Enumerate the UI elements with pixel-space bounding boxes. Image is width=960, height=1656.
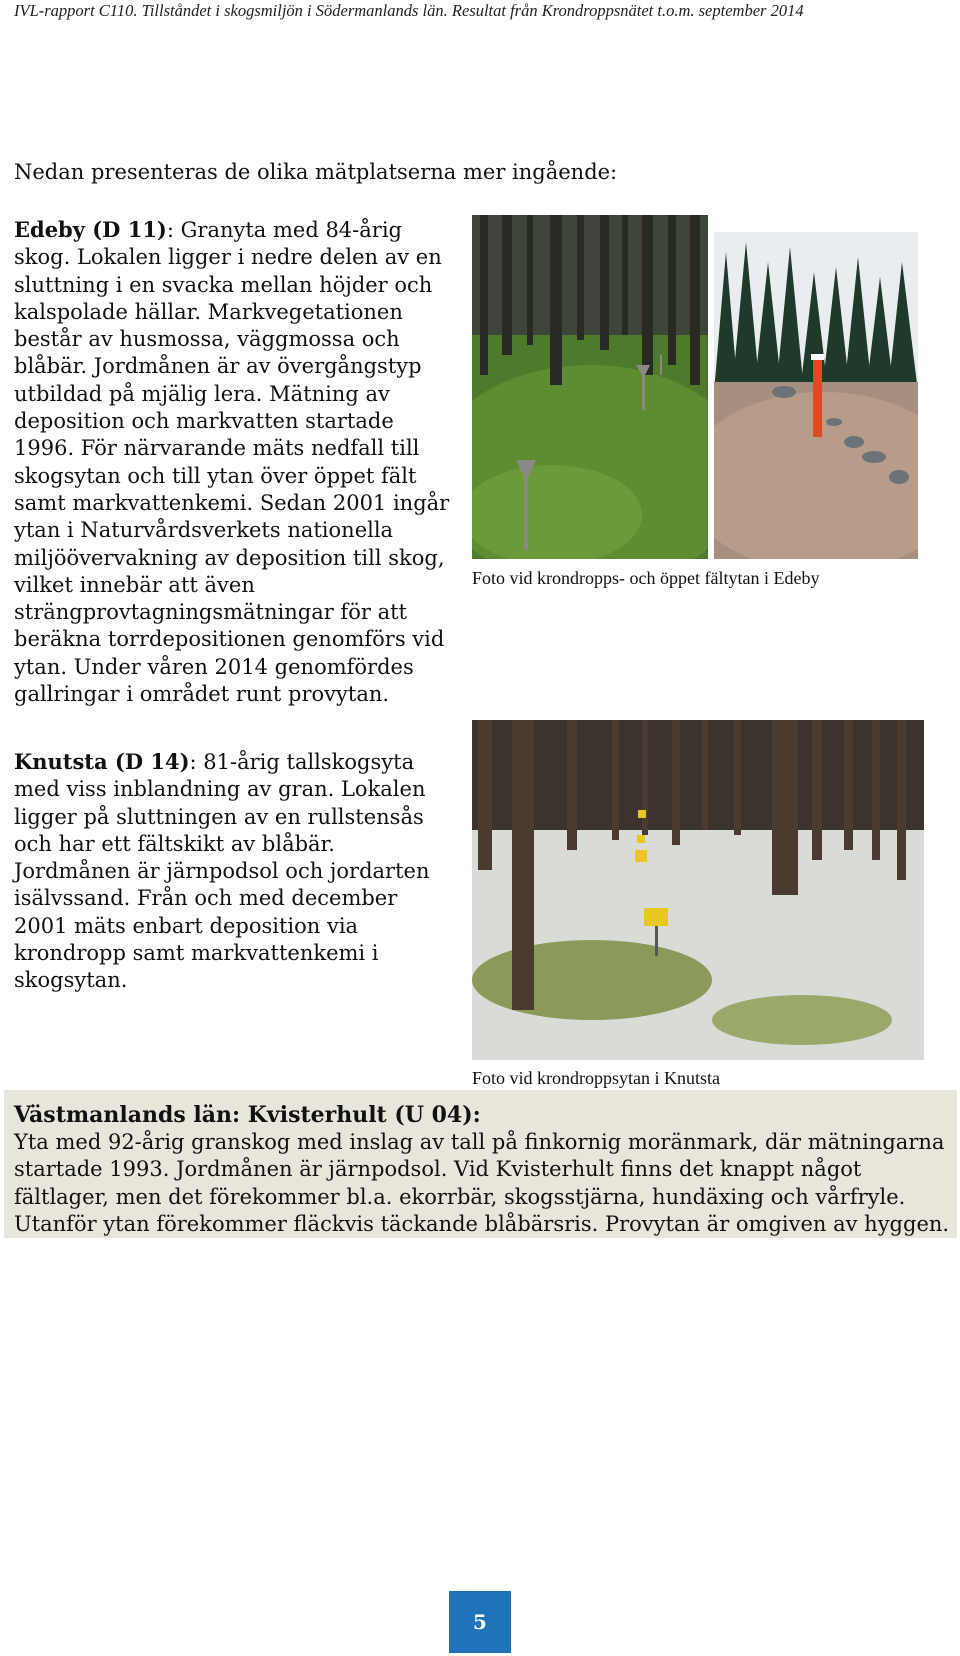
- intro-text: Nedan presenteras de olika mätplatserna mer ingående:: [14, 160, 618, 184]
- knutsta-photo-caption: Foto vid krondroppsytan i Knutsta: [472, 1068, 720, 1088]
- knutsta-forest-photo: [472, 720, 924, 1060]
- page-number-badge: 5: [449, 1591, 511, 1653]
- knutsta-paragraph: [14, 748, 444, 995]
- edeby-body: : Granyta med 84-årig skog. Lokalen ligger i nedre delen av en sluttning i en svacka mellan höjder och kalspolade hällar. Markvegetationen består av husmossa, väggmossa och blåbär. Jordmånen är av övergångstyp utbildad på mjälig lera. Mätning av deposition och markvatten startade 1996. För närvarande mäts nedfall till skogsytan och till ytan över öppet fält samt markvattenkemi. Sedan 2001 ingår ytan i Naturvårdsverkets nationella miljöövervakning av deposition till skog, vilket innebär att även strängprovtagningsmätningar för att beräkna torrdepositionen genomförs vid ytan. Under våren 2014 genomfördes gallringar i området runt provytan.: [14, 218, 450, 707]
- knutsta-body: : 81-årig tallskogsyta med viss inblandning av gran. Lokalen ligger på sluttningen av en rullstensås och har ett fältskikt av blåbär. Jordmånen är järnpodsol och jordarten isälvssand. Från och med december 2001 mäts enbart deposition via krondropp samt markvattenkemi i skogsytan.: [14, 750, 430, 993]
- vastmanland-body: Yta med 92-årig granskog med inslag av tall på finkornig moränmark, där mätningarna startade 1993. Jordmånen är järnpodsol. Vid Kvisterhult finns det knappt något fältlager, men det förekommer bl.a. ekorrbär, skogsstjärna, hundäxing och vårfryle. Utanför ytan förekommer fläckvis täckande blåbärsris. Provytan är omgiven av hyggen.: [14, 1130, 950, 1236]
- running-header: IVL-rapport C110. Tillståndet i skogsmiljön i Södermanlands län. Resultat från Krondroppsnätet t.o.m. september 2014: [14, 1, 804, 20]
- edeby-paragraph: [14, 216, 454, 708]
- edeby-heading: Edeby (D 11): [14, 217, 167, 242]
- edeby-forest-photo: [472, 215, 708, 559]
- knutsta-heading: Knutsta (D 14): [14, 749, 190, 774]
- vastmanland-heading: Västmanlands län: Kvisterhult (U 04):: [14, 1102, 481, 1128]
- edeby-open-field-photo: [714, 232, 918, 559]
- edeby-photo-caption: Foto vid krondropps- och öppet fältytan i Edeby: [472, 568, 820, 588]
